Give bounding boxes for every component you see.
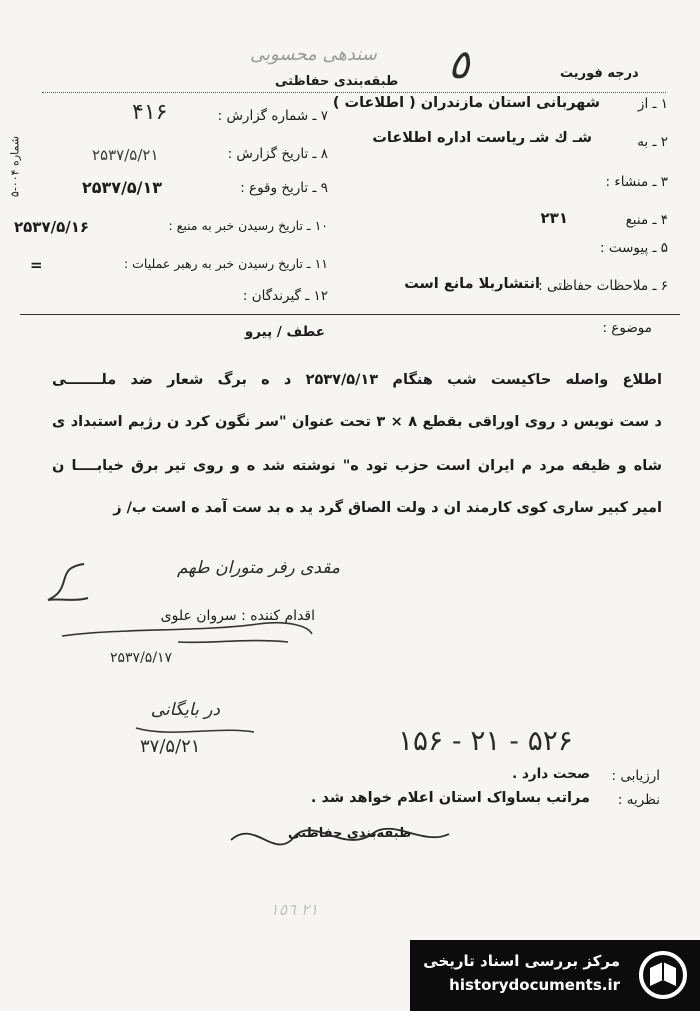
field-attachment-label: ۵ ـ پیوست : [599,240,668,256]
field-ops-received-label: ۱۱ ـ تاریخ رسیدن خبر به رهبر عملیات : [123,256,328,271]
field-recipients-label: ۱۲ ـ گیرندگان : [242,288,328,304]
signature-stroke [58,606,318,656]
faint-bleed-number: ٢١ ١٥٦ [270,900,319,919]
handwritten-note-2: در بایگانی [150,700,220,720]
field-remarks-value: انتشاربلا مانع است [404,276,540,292]
body-line-2: د ست نویس د روی اوراقی بقطع ۸ × ۳ تحت عنوان "سر نگون کرد ن رژیم استبداد ی [52,414,662,430]
footer-classification: طبقه‌بندی حفاظتی [288,826,412,841]
watermark-title: مرکز بررسی اسناد تاریخی [423,952,620,970]
opinion-label: نظریه : [617,792,660,808]
handwritten-note-1: مقدی رفر متوران طهم [177,558,340,578]
evaluation-label: ارزیابی : [611,768,660,784]
archive-logo-icon [636,950,690,1000]
field-event-date-value: ۲۵۳۷/۵/۱۳ [82,178,163,197]
evaluation-value: صحت دارد . [512,766,590,782]
field-origin-label: ۳ ـ منشاء : [605,174,668,190]
subject-divider [20,314,680,315]
footer-handwritten-scribble [225,812,455,867]
body-line-1: اطلاع واصله حاکیست شب هنگام ۲۵۳۷/۵/۱۳ د ‌ه ‌برگ شعار ضد ملـــــــی [52,372,662,388]
field-report-number-label: ۷ ـ شماره گزارش : [217,108,328,124]
field-report-number-value: ۴۱۶ [132,100,168,125]
handwritten-reference-number: ۱۵۶ - ۲۱ - ۵۲۶ [398,724,573,757]
field-to-label: ۲ ـ به [637,134,668,150]
header-divider [42,92,666,93]
handwritten-top-scribble: سندهی محسوبی [250,44,377,65]
field-news-received-label: ۱۰ ـ تاریخ رسیدن خبر به منبع : [168,218,328,233]
field-from-label: ۱ ـ از [637,96,668,112]
field-from-value: شهربانی استان مازندران ( اطلاعات ) [332,95,600,111]
handwritten-bracket-mark [34,558,94,608]
body-line-4: امیر کبیر ساری کوی کارمند ان د ولت الصاق گرد ید ه بد ست آمد ه است ب/ ز [113,500,662,516]
handwritten-date-1: ۲۵۳۷/۵/۱۷ [110,650,173,666]
handwritten-number: ٥ [448,42,470,88]
subject-label: موضوع : [602,320,652,336]
classification-label-top: طبقه‌بندی حفاظتی [275,74,399,89]
field-news-received-value: ۲۵۳۷/۵/۱۶ [14,218,90,236]
field-source-value: ۲۳۱ [540,209,568,227]
opinion-value: مراتب بساواک استان اعلام خواهد شد . [310,790,590,806]
subject-value: عطف / پیرو [244,324,325,340]
action-by-note: اقدام کننده : سروان علوی [160,608,315,624]
watermark-banner [410,940,700,1011]
watermark-url: historydocuments.ir [449,976,620,994]
handwritten-date-2: ۳۷/۵/۲۱ [140,736,201,757]
field-event-date-label: ۹ ـ تاریخ وقوع : [240,180,328,196]
side-code: شماره ۰۰۴-۵ [8,135,22,198]
field-report-date-value: ۲۵۳۷/۵/۲۱ [92,146,159,164]
body-line-3: شاه و ظیفه مرد م ایران است حزب تود ه" نوشته شد ه و روی تیر برق خیابــــا ن [52,458,662,474]
field-source-label: ۴ ـ منبع [625,212,668,228]
priority-label: درجه فوریت [560,66,639,81]
field-report-date-label: ۸ ـ تاریخ گزارش : [227,146,328,162]
field-remarks-label: ۶ ـ ملاحظات حفاظتی : [538,278,668,294]
field-to-value: شـ ك شـ رياست اداره اطلاعات [372,130,592,146]
field-ops-received-value: = [30,256,43,274]
